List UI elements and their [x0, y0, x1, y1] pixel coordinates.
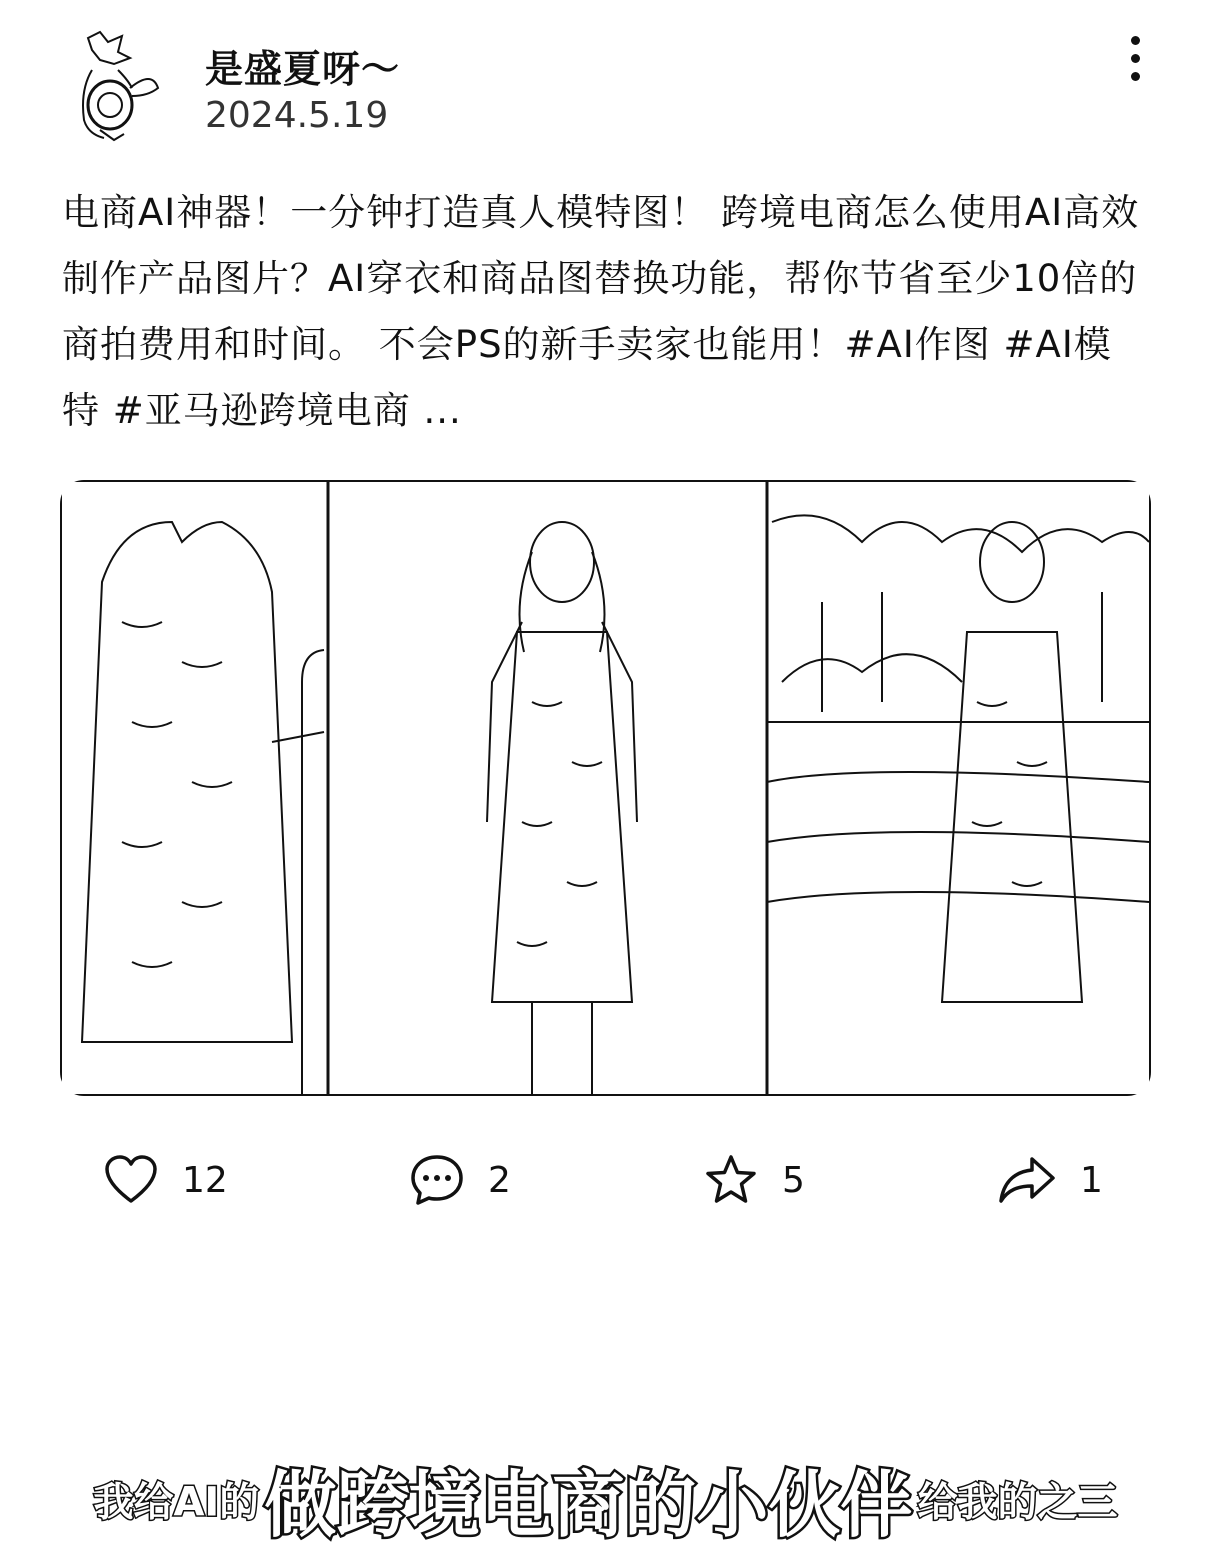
star-count: 5 [782, 1159, 805, 1201]
avatar[interactable] [70, 30, 160, 145]
like-button[interactable] [104, 1140, 228, 1220]
post-content[interactable]: 电商AI神器！一分钟打造真人模特图！ 跨境电商怎么使用AI高效制作产品图片？AI穿衣和商品图替换功能，帮你节省至少10倍的商拍费用和时间。 不会PS的新手卖家也能用！#AI作图 #AI模特 #亚马逊跨境电商 ... [62, 191, 1140, 432]
more-vertical-icon [1131, 36, 1140, 45]
comment-icon [410, 1154, 464, 1206]
star-icon [704, 1154, 758, 1206]
video-caption [62, 1447, 1149, 1547]
caption-right: 给我的之三 [917, 1479, 1118, 1526]
share-icon [998, 1155, 1056, 1205]
avatar-illustration [70, 30, 160, 145]
caption-main: 做跨境电商的小伙伴 [264, 1463, 913, 1547]
author-name[interactable]: 是盛夏呀～ [205, 47, 401, 91]
more-options-button[interactable] [1118, 36, 1152, 86]
post-header [0, 0, 1206, 160]
comment-button[interactable] [410, 1140, 511, 1220]
heart-icon [104, 1155, 158, 1205]
post-date: 2024.5.19 [205, 95, 389, 136]
share-button[interactable] [998, 1140, 1103, 1220]
action-bar [0, 1140, 1206, 1220]
like-count: 12 [182, 1159, 228, 1201]
comment-count: 2 [488, 1159, 511, 1201]
media-collage [62, 482, 1149, 1094]
share-count: 1 [1080, 1159, 1103, 1201]
star-button[interactable] [704, 1140, 805, 1220]
caption-left: 我给AI的 [93, 1479, 260, 1526]
